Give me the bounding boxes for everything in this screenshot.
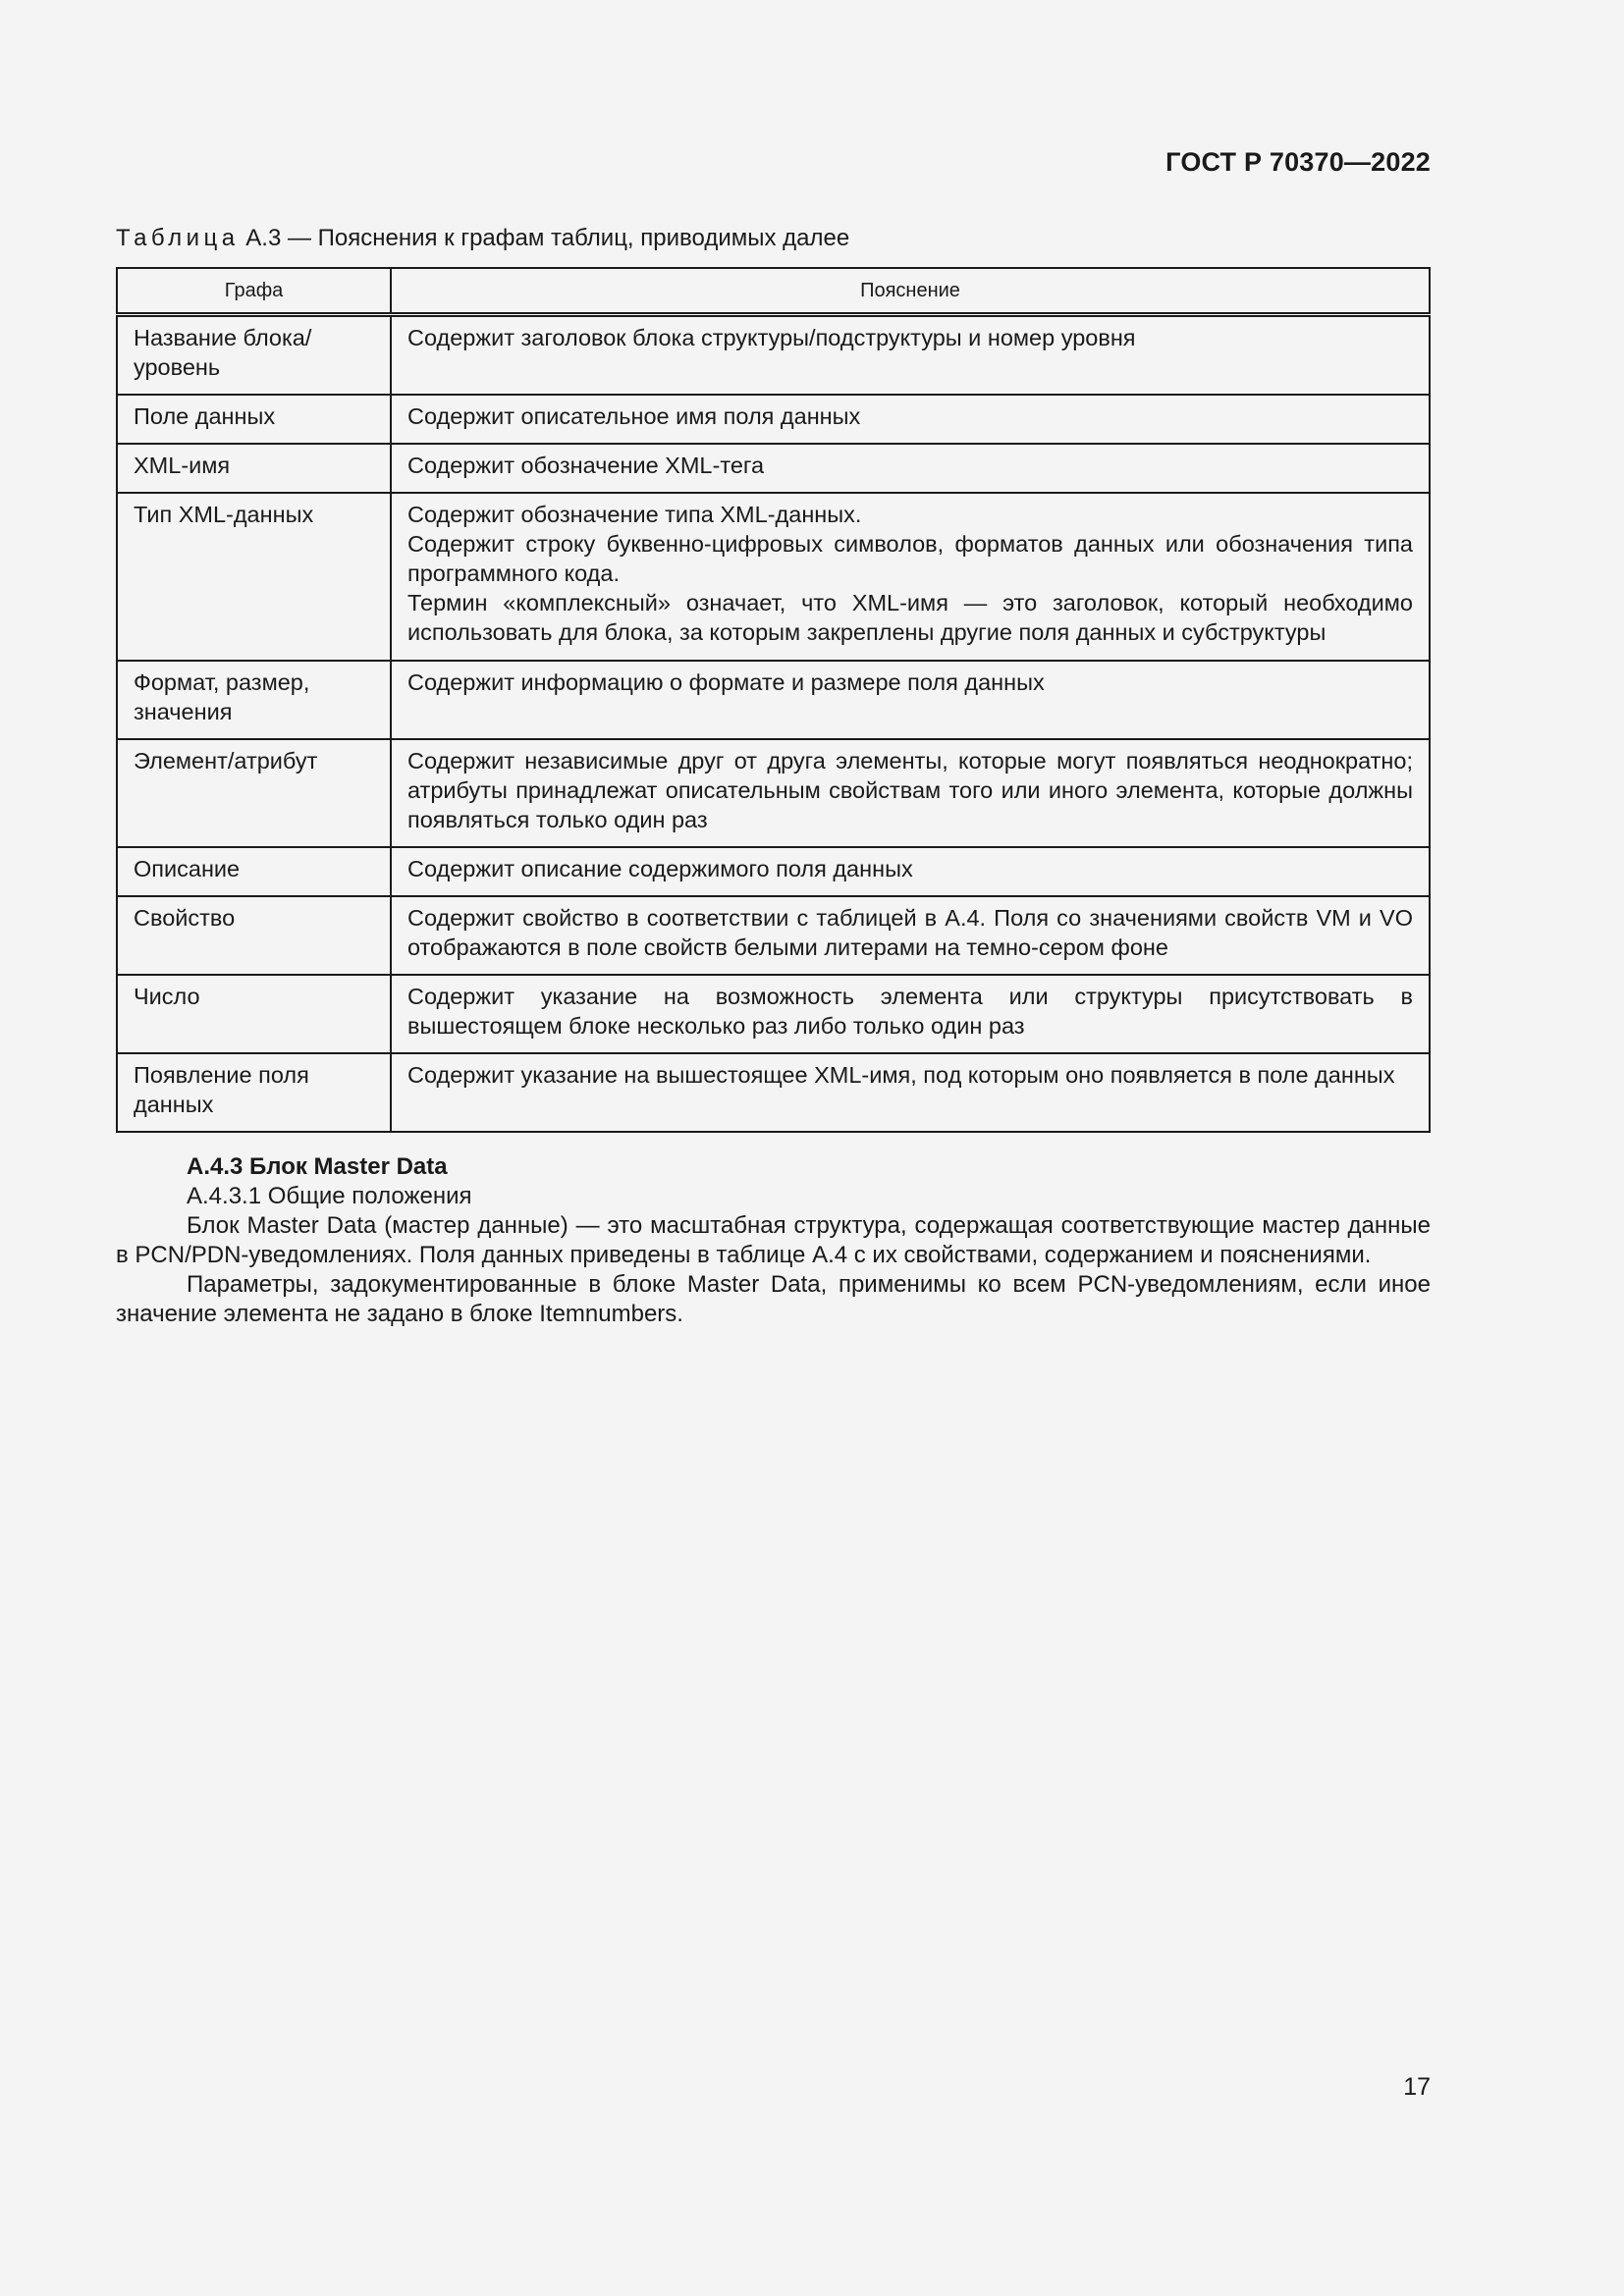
body-paragraph: Блок Master Data (мастер данные) — это масштабная структура, содержащая соответствующие мастер данные в PCN/PDN-уведомлениях. Поля данных приведены в таблице А.4 с их свойствами, содержанием и пояснениями. (116, 1212, 1431, 1268)
field-name-cell: Название блока/ уровень (117, 315, 391, 395)
explanation-text: Термин «комплексный» означает, что XML-имя — это заголовок, который необходимо использовать для блока, за которым закреплены другие поля данных и субструктуры (407, 589, 1413, 645)
explanation-text: Содержит заголовок блока структуры/подструктуры и номер уровня (407, 325, 1136, 350)
table-row (117, 896, 1430, 975)
column-header-field: Графа (117, 268, 391, 315)
subsection-heading: А.4.3.1 Общие положения (187, 1183, 472, 1209)
table-caption (116, 225, 849, 252)
explanation-text: Содержит указание на вышестоящее XML-имя, под которым оно появляется в поле данных (407, 1061, 1395, 1088)
explanation-text: Содержит описательное имя поля данных (407, 402, 861, 429)
explanation-text: Содержит независимые друг от друга элементы, которые могут появляться неоднократно; атрибуты принадлежат описательным свойствам того или иного элемента, которые должны появляться только один раз (407, 747, 1413, 832)
explanation-cell (391, 661, 1430, 739)
field-name-cell: Число (117, 975, 391, 1053)
section-master-data (116, 1152, 1431, 1329)
explanation-text: Содержит указание на возможность элемента или структуры присутствовать в вышестоящем блоке несколько раз либо только один раз (407, 983, 1413, 1039)
field-name-cell: XML-имя (117, 444, 391, 493)
table-row (117, 1053, 1430, 1132)
explanation-cell (391, 493, 1430, 661)
table-row (117, 395, 1430, 444)
table-row (117, 315, 1430, 395)
field-name-cell: Свойство (117, 896, 391, 975)
explanation-text: Содержит описание содержимого поля данных (407, 855, 913, 881)
section-heading: А.4.3 Блок Master Data (187, 1153, 448, 1180)
explanation-text: Содержит обозначение типа XML-данных. (407, 501, 862, 527)
table-row (117, 847, 1430, 896)
explanation-cell (391, 896, 1430, 975)
field-name-cell: Тип XML-данных (117, 493, 391, 661)
explanation-cell (391, 847, 1430, 896)
page-number: 17 (1403, 2073, 1431, 2101)
field-name-cell: Появление поля данных (117, 1053, 391, 1132)
table-row (117, 661, 1430, 739)
explanations-table (116, 267, 1431, 1133)
table-header-row (117, 268, 1430, 315)
table-row (117, 493, 1430, 661)
explanation-text: Содержит строку буквенно-цифровых символов, форматов данных или обозначения типа программного кода. (407, 530, 1413, 586)
explanation-cell (391, 1053, 1430, 1132)
table-row (117, 444, 1430, 493)
field-name-cell: Формат, размер, значения (117, 661, 391, 739)
explanation-text: Содержит информацию о формате и размере поля данных (407, 668, 1045, 695)
explanation-text: Содержит обозначение XML-тега (407, 452, 765, 478)
table-caption-word: Таблица (116, 225, 240, 251)
body-paragraph: Параметры, задокументированные в блоке Master Data, применимы ко всем PCN-уведомлениям, если иное значение элемента не задано в блоке Itemnumbers. (116, 1271, 1431, 1327)
table-row (117, 975, 1430, 1053)
table-caption-title: А.3 — Пояснения к графам таблиц, приводимых далее (245, 225, 850, 251)
explanation-cell (391, 975, 1430, 1053)
explanation-cell (391, 395, 1430, 444)
explanation-text: Содержит свойство в соответствии с таблицей в А.4. Поля со значениями свойств VM и VO отображаются в поле свойств белыми литерами на темно-сером фоне (407, 904, 1413, 960)
document-number: ГОСТ Р 70370—2022 (1165, 147, 1431, 177)
explanation-cell (391, 739, 1430, 847)
explanation-cell (391, 444, 1430, 493)
field-name-cell: Описание (117, 847, 391, 896)
field-name-cell: Элемент/атрибут (117, 739, 391, 847)
column-header-explanation: Пояснение (391, 268, 1430, 315)
field-name-cell: Поле данных (117, 395, 391, 444)
explanation-cell (391, 315, 1430, 395)
table-row (117, 739, 1430, 847)
